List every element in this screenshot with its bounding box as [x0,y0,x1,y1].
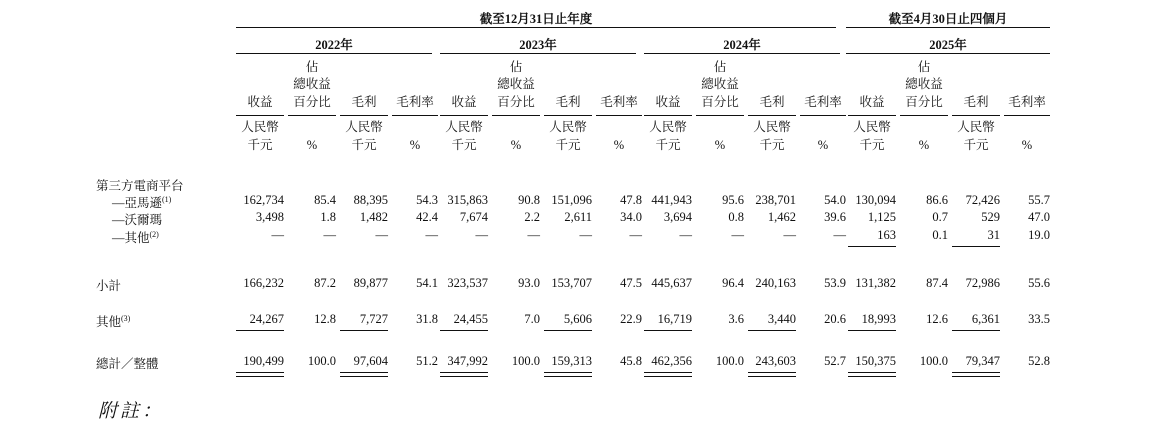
column-header-rule [696,115,744,116]
table-cell: 238,701 [755,193,796,207]
table-cell: 163 [877,228,896,242]
table-cell: 96.4 [722,276,744,290]
row-label: —其他$^{(2)}$ [112,229,159,245]
table-cell: 34.0 [620,210,642,224]
table-cell: 22.9 [620,312,642,326]
table-cell: 243,603 [755,354,796,368]
year-rule-2025 [846,53,1050,54]
table-cell: 100.0 [307,354,336,368]
table-cell: 12.8 [314,312,336,326]
col-pct-line3: 百分比 [293,95,331,109]
unit-rmb: 人民幣 [957,120,995,134]
col-pct-line2: 總收益 [293,77,331,91]
year-2022: 2022年 [315,38,353,52]
table-cell: 3.6 [728,312,744,326]
table-cell: 0.7 [932,210,948,224]
col-pct-line2: 總收益 [701,77,739,91]
table-cell: 18,993 [861,312,896,326]
total-double-rule [440,372,488,377]
table-cell: 131,382 [855,276,896,290]
unit-thousand: 千元 [655,138,681,152]
table-cell: 45.8 [620,354,642,368]
table-cell: — [833,228,846,242]
table-cell: 88,395 [353,193,388,207]
footnote-ref: (3) [121,313,131,323]
others-rule [340,330,388,331]
total-double-rule [952,372,1000,377]
col-revenue: 收益 [247,95,273,109]
table-cell: — [475,228,488,242]
table-cell: 85.4 [314,193,336,207]
col-pct-line2: 總收益 [905,77,943,91]
table-cell: — [783,228,796,242]
footnote-ref: (2) [149,229,159,239]
others-rule [544,330,592,331]
column-header-rule [236,115,284,116]
table-cell: 20.6 [824,312,846,326]
year-rule-2024 [644,53,840,54]
column-header-rule [1004,115,1050,116]
total-double-rule [544,372,592,377]
subtotal-rule [952,246,1000,247]
table-cell: 162,734 [243,193,284,207]
table-cell: 89,877 [353,276,388,290]
table-cell: 54.3 [416,193,438,207]
table-cell: 240,163 [755,276,796,290]
table-cell: 323,537 [447,276,488,290]
fiscal-header-rule [236,27,836,28]
year-rule-2023 [440,53,636,54]
total-double-rule [644,372,692,377]
table-cell: 3,694 [663,210,692,224]
total-double-rule [236,372,284,377]
row-label: 總計／整體 [96,357,159,371]
total-double-rule [340,372,388,377]
table-cell: 7,674 [459,210,488,224]
table-cell: — [271,228,284,242]
col-pct-line1: 佔 [713,60,727,74]
unit-rmb: 人民幣 [445,120,483,134]
table-cell: 3,498 [255,210,284,224]
col-pct-line2: 總收益 [497,77,535,91]
col-pct-line1: 佔 [509,60,523,74]
unit-thousand: 千元 [759,138,785,152]
table-cell: 86.6 [926,193,948,207]
unit-rmb: 人民幣 [649,120,687,134]
column-header-rule [596,115,642,116]
table-cell: 151,096 [551,193,592,207]
unit-thousand: 千元 [247,138,273,152]
table-cell: 19.0 [1028,228,1050,242]
column-header-rule [644,115,692,116]
table-cell: 12.6 [926,312,948,326]
table-cell: 93.0 [518,276,540,290]
column-header-rule [440,115,488,116]
table-cell: 1.8 [320,210,336,224]
table-cell: — [731,228,744,242]
unit-percent: % [918,138,930,152]
others-rule [952,330,1000,331]
col-gross-profit: 毛利 [963,95,989,109]
column-header-rule [288,115,336,116]
table-cell: 347,992 [447,354,488,368]
unit-rmb: 人民幣 [345,120,383,134]
table-cell: 54.0 [824,193,846,207]
table-cell: — [323,228,336,242]
year-rule-2022 [236,53,432,54]
table-cell: 79,347 [965,354,1000,368]
table-cell: 52.7 [824,354,846,368]
table-cell: — [425,228,438,242]
col-margin: 毛利率 [804,95,842,109]
col-revenue: 收益 [451,95,477,109]
notes-heading: 附註： [98,401,165,422]
table-cell: — [629,228,642,242]
others-rule [848,330,896,331]
table-cell: 6,361 [971,312,1000,326]
table-cell: 7,727 [359,312,388,326]
table-cell: 529 [981,210,1000,224]
unit-thousand: 千元 [859,138,885,152]
table-cell: 47.0 [1028,210,1050,224]
total-double-rule [748,372,796,377]
others-rule [748,330,796,331]
table-cell: 315,863 [447,193,488,207]
column-header-rule [492,115,540,116]
col-gross-profit: 毛利 [555,95,581,109]
table-cell: 159,313 [551,354,592,368]
unit-percent: % [510,138,522,152]
table-cell: 72,986 [965,276,1000,290]
column-header-rule [800,115,846,116]
col-pct-line3: 百分比 [905,95,943,109]
table-cell: 100.0 [919,354,948,368]
table-cell: 1,462 [767,210,796,224]
col-margin: 毛利率 [396,95,434,109]
table-cell: 52.8 [1028,354,1050,368]
table-cell: — [579,228,592,242]
four-month-header: 截至4月30日止四個月 [888,12,1008,26]
unit-thousand: 千元 [555,138,581,152]
unit-percent: % [306,138,318,152]
col-pct-line3: 百分比 [701,95,739,109]
table-cell: 53.9 [824,276,846,290]
column-header-rule [340,115,388,116]
table-cell: 2.2 [524,210,540,224]
table-cell: 87.4 [926,276,948,290]
table-cell: 55.6 [1028,276,1050,290]
col-gross-profit: 毛利 [759,95,785,109]
unit-thousand: 千元 [963,138,989,152]
table-cell: — [527,228,540,242]
table-cell: 47.5 [620,276,642,290]
col-pct-line3: 百分比 [497,95,535,109]
table-cell: 95.6 [722,193,744,207]
year-2024: 2024年 [723,38,761,52]
table-cell: 1,125 [867,210,896,224]
table-cell: 42.4 [416,210,438,224]
others-rule [440,330,488,331]
table-cell: 100.0 [715,354,744,368]
table-cell: 190,499 [243,354,284,368]
column-header-rule [848,115,896,116]
table-cell: 7.0 [524,312,540,326]
table-cell: 153,707 [551,276,592,290]
table-cell: 51.2 [416,354,438,368]
col-margin: 毛利率 [600,95,638,109]
table-cell: — [375,228,388,242]
table-cell: 0.8 [728,210,744,224]
table-cell: 33.5 [1028,312,1050,326]
col-margin: 毛利率 [1008,95,1046,109]
table-cell: 441,943 [651,193,692,207]
unit-rmb: 人民幣 [241,120,279,134]
period-header-rule [846,27,1050,28]
table-cell: 100.0 [511,354,540,368]
column-header-rule [748,115,796,116]
unit-percent: % [714,138,726,152]
unit-rmb: 人民幣 [753,120,791,134]
table-cell: 24,455 [453,312,488,326]
unit-thousand: 千元 [451,138,477,152]
column-header-rule [392,115,438,116]
fiscal-year-header: 截至12月31日止年度 [479,12,593,26]
others-rule [644,330,692,331]
table-cell: 90.8 [518,193,540,207]
table-cell: 1,482 [359,210,388,224]
table-cell: 3,440 [767,312,796,326]
column-header-rule [952,115,1000,116]
col-gross-profit: 毛利 [351,95,377,109]
table-cell: 31.8 [416,312,438,326]
table-cell: — [679,228,692,242]
unit-percent: % [1021,138,1033,152]
col-revenue: 收益 [859,95,885,109]
table-cell: 5,606 [563,312,592,326]
table-cell: 24,267 [249,312,284,326]
table-cell: 31 [987,228,1000,242]
table-cell: 87.2 [314,276,336,290]
unit-rmb: 人民幣 [549,120,587,134]
total-double-rule [848,372,896,377]
row-label: 其他$^{(3)}$ [96,313,131,329]
table-cell: 72,426 [965,193,1000,207]
col-pct-line1: 佔 [305,60,319,74]
subtotal-rule [848,246,896,247]
year-2023: 2023年 [519,38,557,52]
table-cell: 16,719 [657,312,692,326]
col-revenue: 收益 [655,95,681,109]
row-label: —沃爾瑪 [112,213,163,227]
footnote-ref: (1) [162,194,172,204]
unit-percent: % [409,138,421,152]
table-cell: 0.1 [932,228,948,242]
table-cell: 2,611 [564,210,592,224]
row-label: 小計 [96,279,122,293]
table-cell: 54.1 [416,276,438,290]
table-cell: 47.8 [620,193,642,207]
table-cell: 445,637 [651,276,692,290]
row-label: —亞馬遜$^{(1)}$ [112,194,172,210]
column-header-rule [544,115,592,116]
unit-percent: % [613,138,625,152]
table-cell: 150,375 [855,354,896,368]
unit-thousand: 千元 [351,138,377,152]
row-label: 第三方電商平台 [96,179,184,193]
table-cell: 97,604 [353,354,388,368]
column-header-rule [900,115,948,116]
table-cell: 462,356 [651,354,692,368]
unit-rmb: 人民幣 [853,120,891,134]
table-cell: 166,232 [243,276,284,290]
table-cell: 55.7 [1028,193,1050,207]
year-2025: 2025年 [929,38,967,52]
table-cell: 39.6 [824,210,846,224]
col-pct-line1: 佔 [917,60,931,74]
unit-percent: % [817,138,829,152]
others-rule [236,330,284,331]
table-cell: 130,094 [855,193,896,207]
